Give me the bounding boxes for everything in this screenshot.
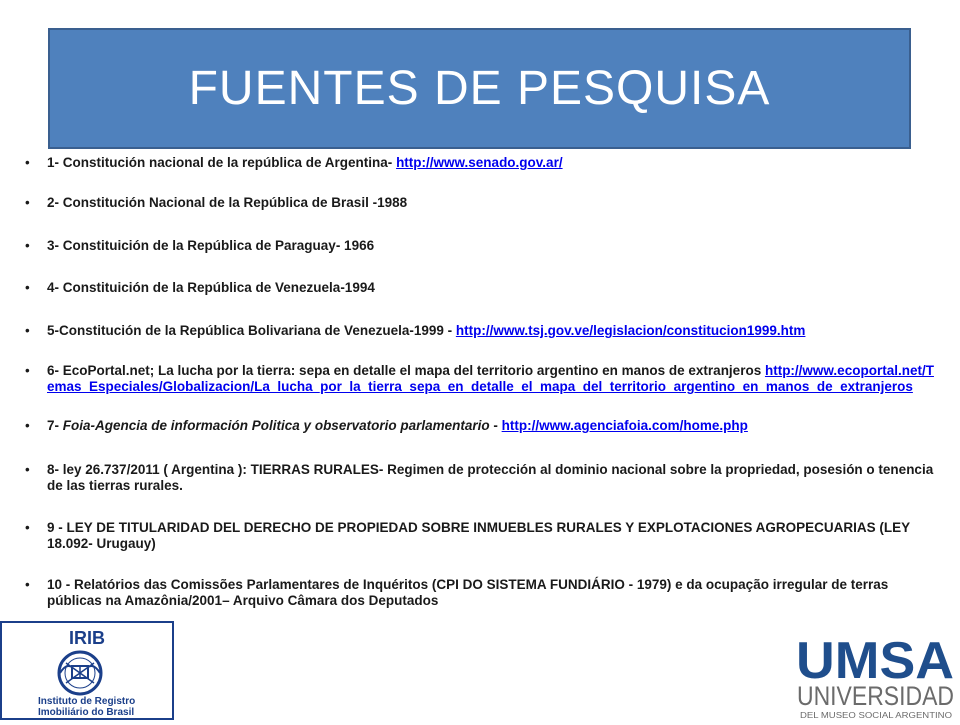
- reference-item-9: [47, 520, 940, 552]
- umsa-acronym: UMSA: [796, 632, 954, 690]
- reference-link[interactable]: http://www.senado.gov.ar/: [396, 155, 563, 170]
- reference-text: 4- Constituición de la República de Venezuela-1994: [47, 280, 375, 295]
- irib-emblem: [2, 623, 172, 718]
- reference-item-7: [47, 418, 940, 434]
- reference-text: 2- Constitución Nacional de la República de Brasil -1988: [47, 195, 408, 210]
- reference-item-2: [47, 195, 940, 211]
- reference-text: 10 - Relatórios das Comissões Parlamentares de Inquéritos (CPI DO SISTEMA FUNDIÁRIO - 1979) e da ocupação irregular de terras públicas na Amazônia/2001– Arquivo Câmara dos Deputados: [47, 577, 889, 608]
- irib-acronym: IRIB: [69, 628, 105, 648]
- reference-link[interactable]: http://www.agenciafoia.com/home.php: [501, 418, 748, 433]
- reference-item-6: [47, 363, 940, 395]
- reference-link[interactable]: http://www.tsj.gov.ve/legislacion/constitucion1999.htm: [455, 323, 806, 338]
- irib-name-line2: Imobiliário do Brasil: [38, 707, 135, 718]
- reference-item-8: [47, 462, 940, 494]
- reference-text: 6- EcoPortal.net; La lucha por la tierra: sepa en detalle el mapa del territorio argentino en manos de extranjeros: [47, 363, 765, 378]
- irib-name-line1: Instituto de Registro: [38, 696, 136, 707]
- reference-item-3: [47, 238, 940, 254]
- reference-text: 9 - LEY DE TITULARIDAD DEL DERECHO DE PROPIEDAD SOBRE INMUEBLES RURALES Y EXPLOTACIONES AGROPECUARIAS (LEY 18.092- Urugauy): [47, 520, 910, 551]
- umsa-logo: [790, 630, 960, 720]
- reference-link[interactable]: http://www.ecoportal.net/Temas_Especiales/Globalizacion/La_lucha_por_la_tierra_sepa_en_detalle_el_mapa_del_territorio_argentino_en_manos_de_extranjeros: [47, 363, 934, 394]
- reference-item-1: [47, 155, 940, 171]
- umsa-wordmark: [790, 630, 960, 720]
- reference-text: 8- ley 26.737/2011 ( Argentina ): TIERRAS RURALES- Regimen de protección al dominio nacional sobre la propriedad, posesión o tenencia de las tierras rurales.: [47, 462, 934, 493]
- reference-title-italic: Foia-Agencia de información Politica y observatorio parlamentario: [62, 418, 490, 433]
- title-box: [48, 28, 911, 149]
- reference-text: -: [489, 418, 502, 433]
- reference-text: 5-Constitución de la República Bolivariana de Venezuela-1999 -: [47, 323, 456, 338]
- reference-item-5: [47, 323, 940, 339]
- slide-title: FUENTES DE PESQUISA: [188, 62, 771, 115]
- reference-text: 1- Constitución nacional de la república de Argentina-: [47, 155, 397, 170]
- umsa-line1: UNIVERSIDAD: [797, 681, 954, 711]
- irib-logo: [0, 621, 174, 720]
- reference-text: 7-: [47, 418, 63, 433]
- reference-item-10: [47, 577, 940, 609]
- umsa-line2: DEL MUSEO SOCIAL ARGENTINO: [800, 710, 953, 720]
- reference-item-4: [47, 280, 940, 296]
- reference-text: 3- Constituición de la República de Paraguay- 1966: [47, 238, 375, 253]
